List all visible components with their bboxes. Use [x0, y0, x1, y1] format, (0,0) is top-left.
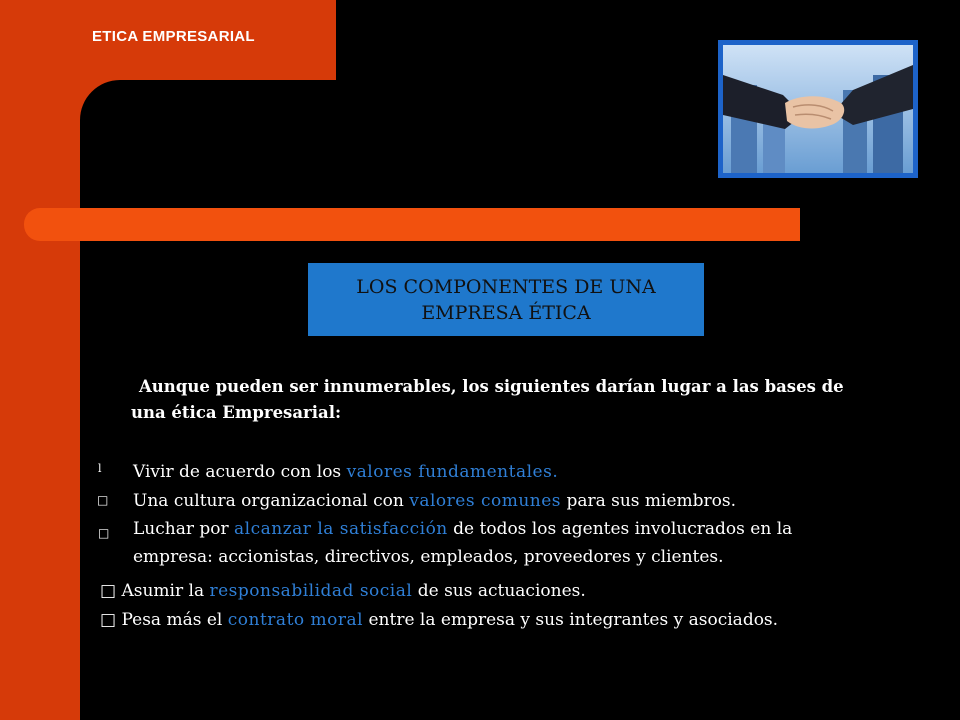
handshake-icon — [723, 45, 913, 173]
bullet-text-post: para sus miembros. — [561, 491, 737, 511]
intro-line1: Aunque pueden ser innumerables, los siguientes darían lugar a las bases de — [139, 377, 844, 396]
list-item — [133, 458, 558, 486]
slide-title-line2: EMPRESA ÉTICA — [421, 301, 591, 324]
decorative-bar — [24, 208, 800, 241]
bullet-text: Asumir la — [121, 581, 210, 601]
list-item — [100, 606, 778, 634]
intro-line2: una ética Empresarial: — [131, 403, 342, 422]
intro-paragraph — [131, 374, 891, 426]
bullet-text-post: de sus actuaciones. — [412, 581, 586, 601]
corner-curve — [80, 80, 120, 120]
handshake-photo — [718, 40, 918, 178]
bullet-highlight: contrato moral — [227, 610, 364, 630]
slide-title-box — [308, 263, 704, 336]
left-accent-bar — [0, 0, 80, 720]
list-item — [133, 515, 792, 571]
bullet-marker: □ — [100, 581, 117, 601]
bullet-highlight: responsabilidad social — [209, 581, 413, 601]
bullet-highlight: alcanzar la satisfacción — [234, 519, 448, 539]
list-item — [100, 577, 586, 605]
bullet-highlight: valores fundamentales. — [346, 462, 559, 482]
bullet-marker: □ — [97, 493, 109, 507]
header-title: ETICA EMPRESARIAL — [92, 28, 255, 45]
bullet-marker: l — [98, 462, 102, 475]
bullet-marker: □ — [98, 526, 110, 540]
bullet-marker: □ — [100, 610, 117, 630]
bullet-text: Una cultura organizacional con — [133, 491, 410, 511]
bullet-text-post: entre la empresa y sus integrantes y asociados. — [363, 610, 779, 630]
slide-title-line1: LOS COMPONENTES DE UNA — [356, 275, 656, 298]
bullet-highlight: valores comunes — [409, 491, 562, 511]
bullet-text-post: de todos los agentes involucrados en la — [447, 519, 793, 539]
bullet-text: Vivir de acuerdo con los — [133, 462, 347, 482]
bullet-text: Pesa más el — [121, 610, 228, 630]
list-item — [133, 487, 736, 515]
bullet-text-line2: empresa: accionistas, directivos, empleados, proveedores y clientes. — [133, 547, 724, 567]
bullet-text: Luchar por — [133, 519, 235, 539]
